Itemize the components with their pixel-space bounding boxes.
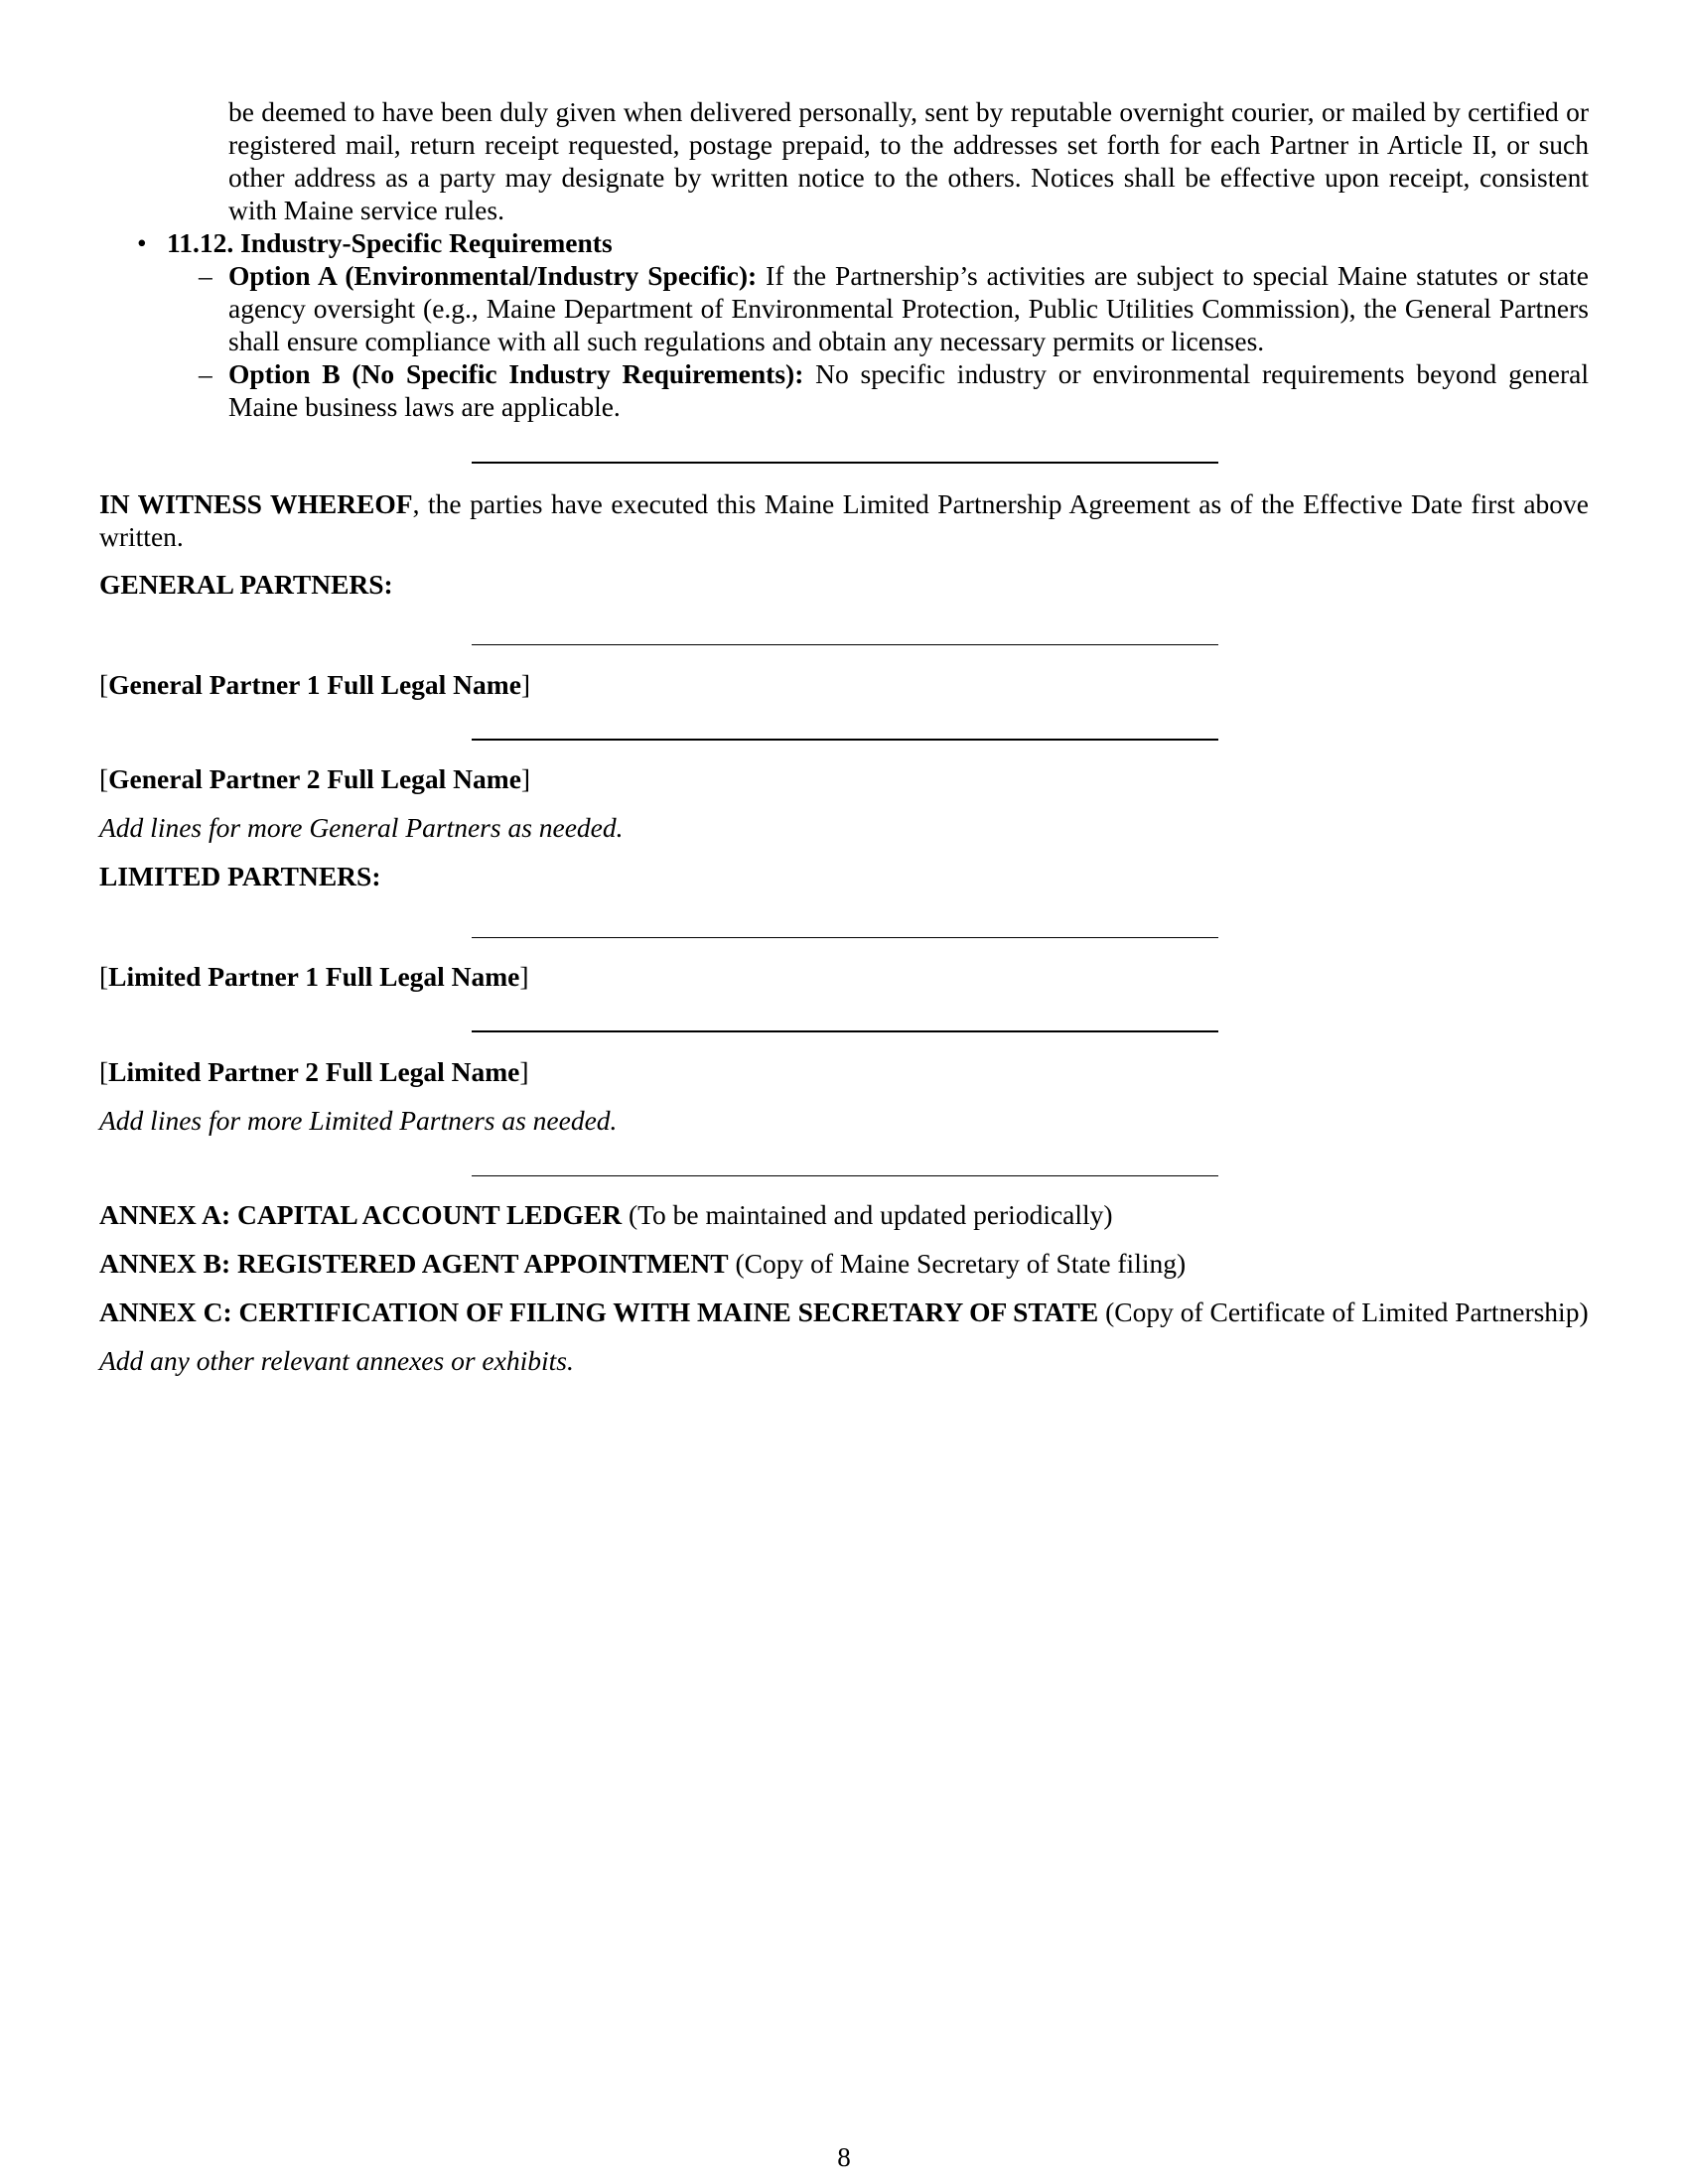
signature-line	[472, 937, 1218, 938]
section-11-12	[137, 226, 1589, 259]
signature-line	[472, 644, 1218, 645]
annex-a-desc: (To be maintained and updated periodically)	[622, 1199, 1113, 1230]
limited-partner-2-signer: [Limited Partner 2 Full Legal Name]	[99, 1056, 529, 1087]
annex-divider	[472, 1175, 1218, 1176]
general-partners-heading: GENERAL PARTNERS:	[99, 569, 393, 600]
notice-continuation-paragraph: be deemed to have been duly given when delivered personally, sent by reputable overnight courier, or mailed by certified or registered mail, return receipt requested, postage prepaid, to the addresses set forth for each Partner in Article II, or such other address as a party may designate by written notice to the others. Notices shall be effective upon receipt, consistent with Maine service rules.	[228, 96, 1589, 225]
general-partner-2-name: General Partner 2 Full Legal Name	[108, 763, 521, 794]
annex-c-title: ANNEX C: CERTIFICATION OF FILING WITH MAINE SECRETARY OF STATE	[99, 1297, 1099, 1327]
section-11-12-heading: 11.12. Industry-Specific Requirements	[167, 227, 613, 258]
witness-lead: IN WITNESS WHEREOF	[99, 488, 413, 519]
option-b-item	[199, 357, 1589, 423]
option-a-item	[199, 259, 1590, 357]
limited-partner-1-signer: [Limited Partner 1 Full Legal Name]	[99, 961, 529, 992]
general-partners-note: Add lines for more General Partners as needed.	[99, 812, 624, 843]
bullet-icon: •	[137, 227, 147, 258]
annex-b-desc: (Copy of Maine Secretary of State filing)	[728, 1248, 1187, 1279]
option-b-label: Option B (No Specific Industry Requirements):	[228, 358, 804, 389]
annex-a-title: ANNEX A: CAPITAL ACCOUNT LEDGER	[99, 1199, 623, 1230]
limited-partners-heading: LIMITED PARTNERS:	[99, 861, 381, 891]
general-partner-1-signer: [General Partner 1 Full Legal Name]	[99, 669, 531, 700]
limited-partners-note: Add lines for more Limited Partners as needed.	[99, 1105, 618, 1136]
annex-b-title: ANNEX B: REGISTERED AGENT APPOINTMENT	[99, 1248, 729, 1279]
signature-line	[472, 1030, 1218, 1032]
annex-a	[99, 1198, 1589, 1231]
annex-c-desc: (Copy of Certificate of Limited Partnership)	[1098, 1297, 1589, 1327]
page-number: 8	[837, 2142, 851, 2172]
witness-text: , the parties have executed this Maine Limited Partnership Agreement as of the Effective Date first above written.	[99, 488, 1589, 552]
option-a-label: Option A (Environmental/Industry Specific):	[228, 260, 758, 291]
option-b-text: No specific industry or environmental requirements beyond general Maine business laws are applicable.	[228, 358, 1589, 422]
section-divider	[472, 462, 1218, 464]
witness-paragraph	[99, 487, 1589, 553]
annex-note: Add any other relevant annexes or exhibits.	[99, 1345, 574, 1376]
option-a-text: If the Partnership’s activities are subject to special Maine statutes or state agency oversight (e.g., Maine Department of Environmental Protection, Public Utilities Commission), the General Partners shall ensure compliance with all such regulations and obtain any necessary permits or licenses.	[228, 260, 1590, 356]
dash-icon: –	[199, 358, 212, 389]
general-partner-2-signer: [General Partner 2 Full Legal Name]	[99, 763, 531, 794]
annex-b	[99, 1247, 1589, 1280]
limited-partner-1-name: Limited Partner 1 Full Legal Name	[108, 961, 520, 992]
signature-line	[472, 739, 1218, 741]
general-partner-1-name: General Partner 1 Full Legal Name	[108, 669, 521, 700]
dash-icon: –	[199, 260, 212, 291]
annex-c	[99, 1296, 1589, 1328]
limited-partner-2-name: Limited Partner 2 Full Legal Name	[108, 1056, 520, 1087]
document-page	[99, 95, 1589, 1377]
